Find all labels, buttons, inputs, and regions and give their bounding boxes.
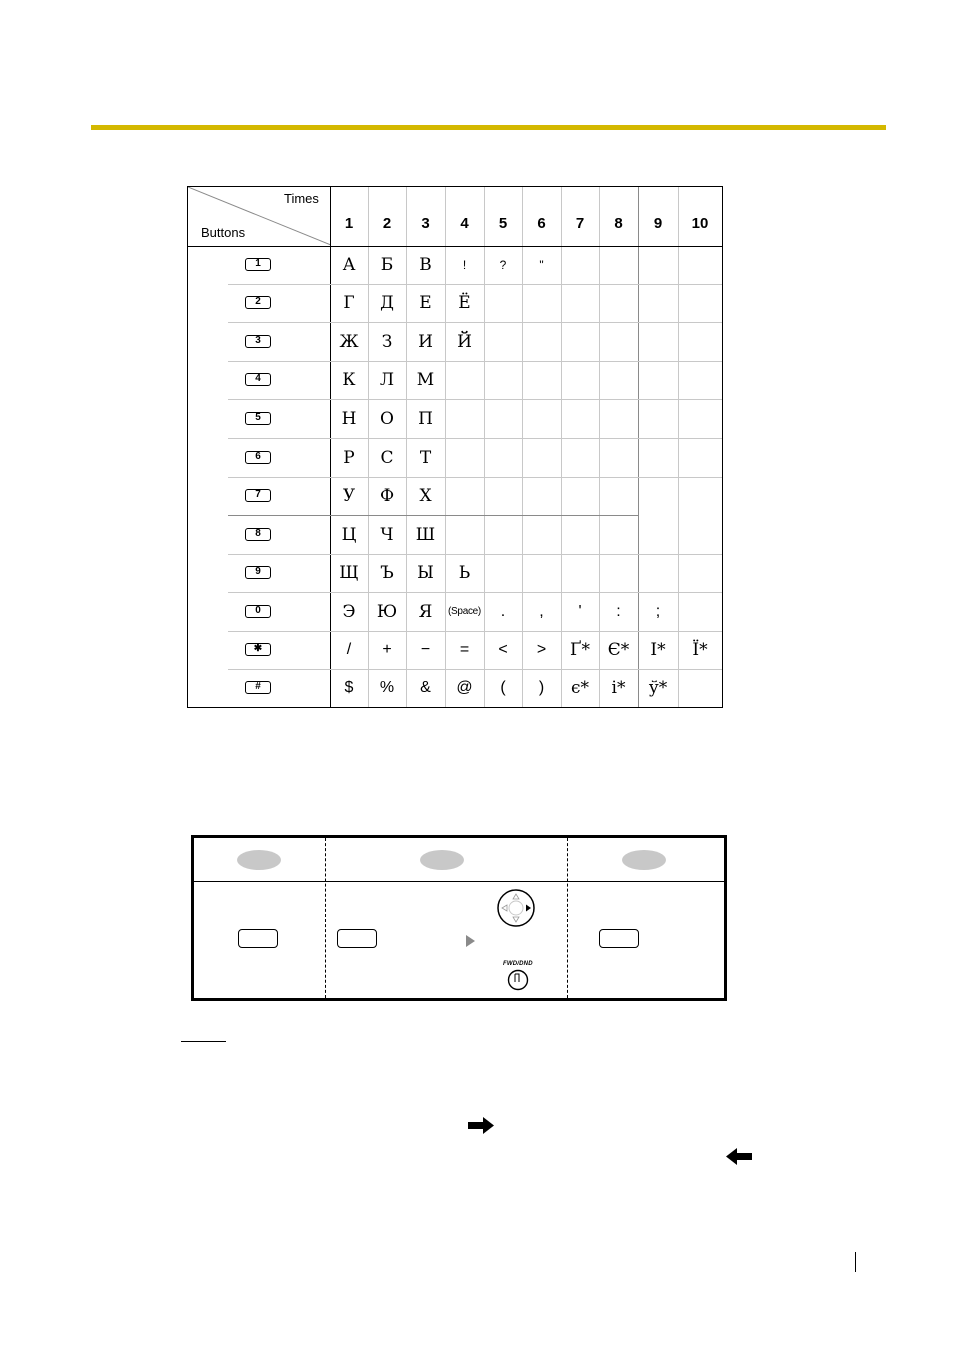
character-cell: П (418, 408, 433, 429)
character-cell: С (380, 447, 394, 468)
character-cell: Х (419, 486, 432, 506)
character-cell: Е (419, 293, 432, 313)
character-cell: Ы (417, 563, 434, 583)
dial-key-7-icon[interactable]: 7 (245, 489, 271, 502)
row-divider (228, 438, 722, 439)
dial-key-6-icon[interactable]: 6 (245, 451, 271, 464)
row-divider (228, 631, 722, 632)
character-cell: Ю (376, 601, 398, 622)
step-oval-icon (237, 850, 281, 870)
character-entry-table (187, 186, 723, 708)
step-divider (567, 838, 568, 998)
character-cell: & (420, 679, 431, 696)
character-cell: : (616, 602, 621, 620)
dial-key-3-icon[interactable]: 3 (245, 335, 271, 348)
row-divider (228, 515, 638, 516)
character-cell: Ц (341, 524, 357, 545)
character-cell: Ї* (692, 640, 708, 660)
character-cell: І* (650, 640, 666, 660)
character-cell: Й (457, 331, 472, 352)
character-cell: Т (419, 447, 432, 468)
row-divider (228, 592, 722, 593)
character-cell: У (342, 486, 356, 506)
row-divider (228, 477, 722, 478)
character-cell: Ё (458, 293, 471, 313)
column-divider (638, 187, 639, 707)
character-cell: ? (499, 258, 507, 272)
dial-key-11-icon[interactable]: ✱ (245, 643, 271, 656)
dial-key-10-icon[interactable]: 0 (245, 605, 271, 618)
arrow-right-icon (468, 1117, 495, 1134)
dial-key-2-icon[interactable]: 2 (245, 296, 271, 309)
step-divider (325, 838, 326, 998)
character-cell: $ (344, 679, 354, 696)
character-cell: / (346, 641, 352, 658)
row-divider (228, 361, 722, 362)
character-cell: Є* (607, 640, 630, 660)
column-number: 10 (691, 215, 709, 232)
character-cell: Ь (458, 563, 471, 583)
step-header-rule (194, 881, 724, 882)
character-cell: Ш (415, 524, 436, 545)
character-cell: ' (578, 602, 582, 620)
header-accent-rule (91, 125, 886, 130)
character-cell: И (418, 331, 433, 352)
column-number: 7 (575, 215, 585, 232)
column-number: 2 (382, 215, 392, 232)
character-cell: Ъ (380, 563, 394, 583)
row-divider (228, 322, 722, 323)
character-cell: ; (655, 602, 661, 620)
column-number: 5 (498, 215, 508, 232)
character-cell: = (459, 641, 470, 658)
procedure-box (191, 835, 727, 1001)
character-cell: . (500, 602, 506, 620)
character-cell: А (342, 255, 356, 275)
arrow-left-icon (726, 1148, 753, 1165)
character-cell: Щ (339, 563, 359, 583)
page-number-rule (855, 1252, 856, 1272)
character-cell: Б (380, 255, 394, 275)
character-cell: Я (418, 601, 433, 622)
header-times-label: Times (284, 191, 319, 206)
character-cell: М (416, 370, 435, 390)
dial-key-1-icon[interactable]: 1 (245, 258, 271, 271)
character-cell: − (420, 641, 431, 658)
character-cell: Д (380, 293, 394, 313)
character-cell: ! (462, 258, 467, 272)
character-cell: Л (379, 370, 395, 390)
soft-key-icon[interactable] (599, 929, 639, 948)
row-divider (228, 399, 722, 400)
character-cell: + (382, 641, 392, 658)
character-cell: З (381, 331, 393, 352)
character-cell: " (539, 258, 544, 272)
soft-key-icon[interactable] (337, 929, 377, 948)
character-cell: Ж (339, 331, 359, 352)
column-divider (678, 187, 679, 707)
row-divider (228, 284, 722, 285)
dial-key-9-icon[interactable]: 9 (245, 566, 271, 579)
character-cell: О (380, 408, 394, 429)
character-cell: Ґ* (570, 640, 590, 660)
column-number: 3 (421, 215, 430, 232)
column-number: 9 (653, 215, 663, 232)
character-cell: є* (570, 678, 590, 698)
column-number: 1 (344, 215, 354, 232)
column-number: 6 (537, 215, 546, 232)
fwd-dnd-key-icon[interactable] (507, 969, 529, 991)
character-cell: < (498, 641, 508, 658)
navigator-key-icon[interactable] (496, 888, 538, 930)
character-cell: Н (341, 408, 357, 429)
character-cell: @ (456, 679, 473, 696)
fwd-dnd-label: FWD/DND (503, 961, 533, 967)
row-divider (228, 669, 722, 670)
row-divider (188, 246, 722, 247)
column-number: 4 (460, 215, 469, 232)
character-cell: ( (500, 679, 506, 696)
header-buttons-label: Buttons (201, 225, 246, 240)
character-cell: К (342, 370, 356, 390)
character-cell: % (379, 679, 395, 696)
character-cell: В (419, 255, 432, 275)
character-cell: Г (343, 293, 355, 313)
character-cell: Ф (379, 486, 395, 506)
row-divider (228, 554, 722, 555)
character-cell: ) (538, 679, 545, 696)
character-cell: Р (343, 447, 355, 468)
character-cell: > (536, 641, 547, 658)
column-number: 8 (614, 215, 623, 232)
dial-key-8-icon[interactable]: 8 (245, 528, 271, 541)
dial-key-5-icon[interactable]: 5 (245, 412, 271, 425)
character-cell: і* (611, 678, 626, 698)
play-arrow-icon (466, 935, 475, 947)
note-heading-underline (181, 1041, 226, 1042)
dial-key-4-icon[interactable]: 4 (245, 373, 271, 386)
step-oval-icon (420, 850, 464, 870)
character-cell: (Space) (448, 605, 481, 617)
column-divider (599, 187, 600, 707)
character-cell: ў* (648, 678, 668, 698)
step-oval-icon (622, 850, 666, 870)
soft-key-icon[interactable] (238, 929, 278, 948)
character-cell: , (539, 602, 544, 620)
dial-key-12-icon[interactable]: # (245, 681, 271, 694)
character-cell: Ч (380, 524, 394, 545)
column-divider (561, 187, 562, 707)
character-cell: Э (342, 601, 356, 622)
